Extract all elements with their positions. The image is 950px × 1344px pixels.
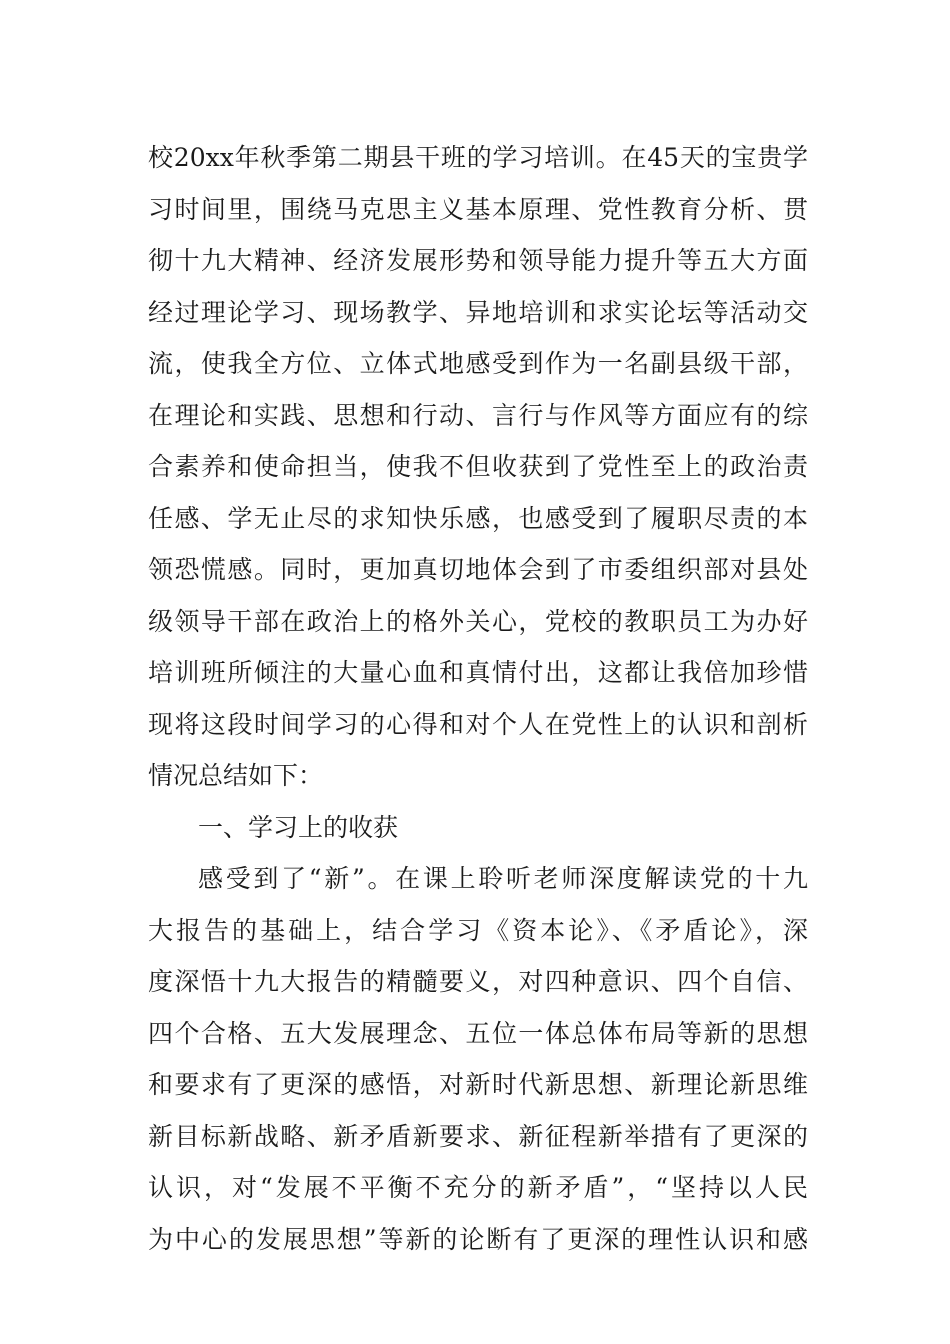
text-line: 流，使我全方位、立体式地感受到作为一名副县级干部， xyxy=(148,349,808,378)
text-line: 在理论和实践、思想和行动、言行与作风等方面应有的综 xyxy=(148,400,808,430)
text-line: 任感、学无止尽的求知快乐感，也感受到了履职尽责的本 xyxy=(148,503,808,533)
text-line: 培训班所倾注的大量心血和真情付出，这都让我倍加珍惜 xyxy=(148,658,808,687)
text-line: 度深悟十九大报告的精髓要义，对四种意识、四个自信、 xyxy=(148,967,808,996)
text-line: 四个合格、五大发展理念、五位一体总体布局等新的思想 xyxy=(148,1018,808,1048)
text-line: 为中心的发展思想”等新的论断有了更深的理性认识和感 xyxy=(148,1224,808,1254)
body-text xyxy=(148,132,808,1265)
section-heading: 一、学习上的收获 xyxy=(198,812,399,842)
text-line: 认识，对“发展不平衡不充分的新矛盾”，“坚持以人民 xyxy=(148,1173,808,1202)
text-line: 合素养和使命担当，使我不但收获到了党性至上的政治责 xyxy=(148,452,808,481)
text-line: 大报告的基础上，结合学习《资本论》、《矛盾论》，深 xyxy=(148,915,808,945)
text-line: 新目标新战略、新矛盾新要求、新征程新举措有了更深的 xyxy=(148,1121,808,1151)
text-line: 彻十九大精神、经济发展形势和领导能力提升等五大方面 xyxy=(148,246,808,275)
text-line: 级领导干部在政治上的格外关心，党校的教职员工为办好 xyxy=(148,606,808,636)
text-line: 领恐慌感。同时，更加真切地体会到了市委组织部对县处 xyxy=(148,555,808,584)
text-line: 感受到了“新”。在课上聆听老师深度解读党的十九 xyxy=(198,864,808,893)
text-line: 现将这段时间学习的心得和对个人在党性上的认识和剖析 xyxy=(148,709,808,739)
text-line: 经过理论学习、现场教学、异地培训和求实论坛等活动交 xyxy=(148,297,808,327)
text-line: 情况总结如下： xyxy=(148,761,324,790)
text-line: 习时间里，围绕马克思主义基本原理、党性教育分析、贯 xyxy=(148,194,808,224)
text-line: 校20xx年秋季第二期县干班的学习培训。在45天的宝贵学 xyxy=(148,143,808,172)
text-line: 和要求有了更深的感悟，对新时代新思想、新理论新思维 xyxy=(148,1070,808,1099)
